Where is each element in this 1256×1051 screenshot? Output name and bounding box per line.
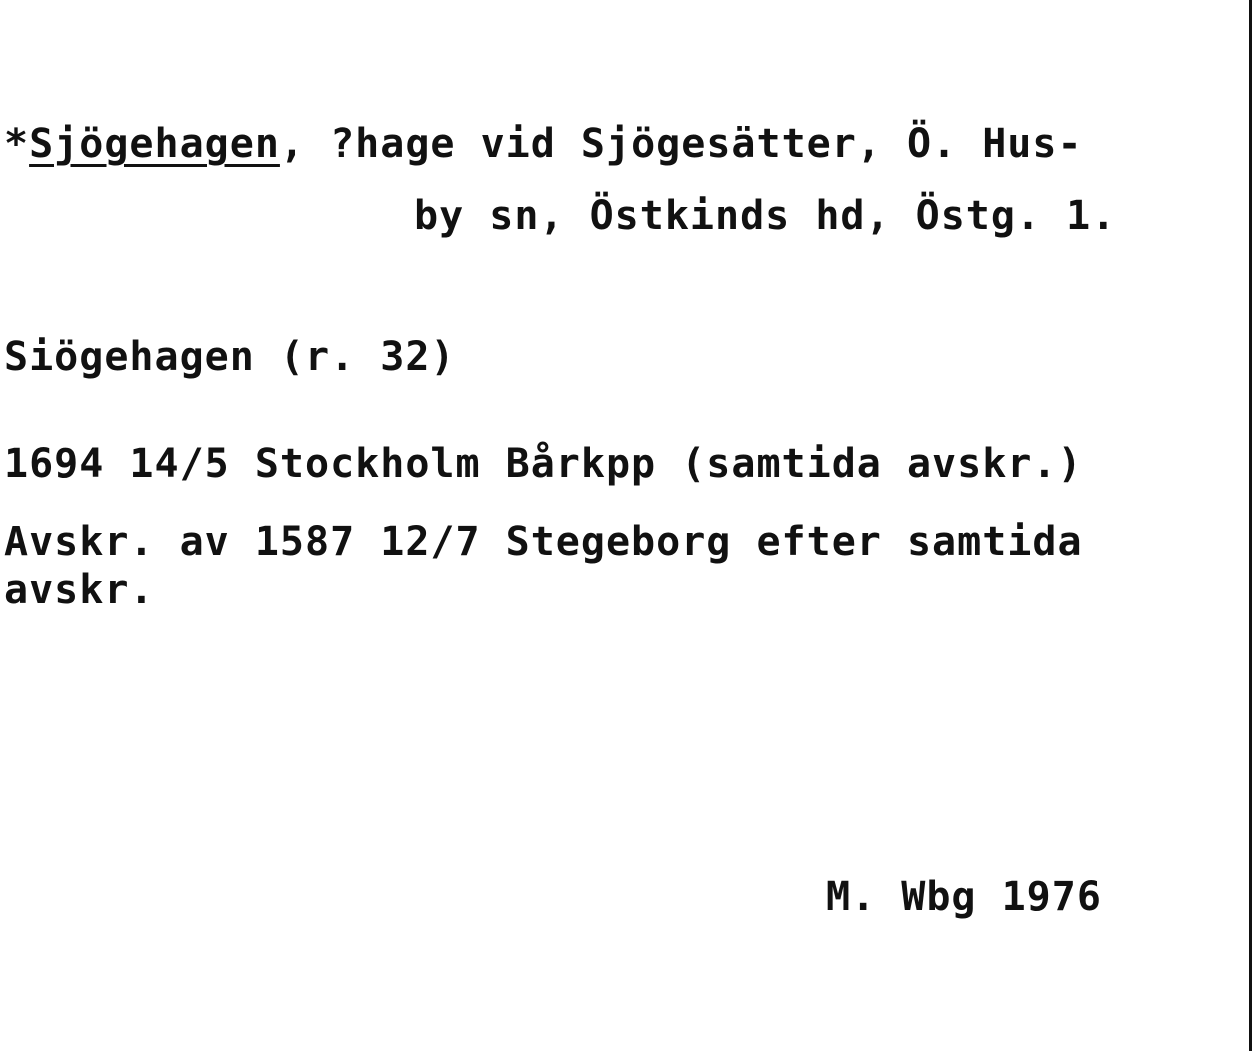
heading-continuation: by sn, Östkinds hd, Östg. 1. — [414, 193, 1117, 239]
signature: M. Wbg 1976 — [826, 874, 1102, 920]
historical-form: Siögehagen (r. 32) — [4, 334, 456, 380]
card-edge-divider — [1249, 0, 1252, 1051]
source-line-1: 1694 14/5 Stockholm Bårkpp (samtida avskr.) — [4, 441, 1083, 487]
heading-description: , ?hage vid Sjögesätter, Ö. Hus- — [279, 121, 1083, 167]
source-line-3: avskr. — [4, 567, 155, 613]
source-line-2: Avskr. av 1587 12/7 Stegeborg efter samtida — [4, 519, 1083, 565]
asterisk-mark: * — [4, 121, 30, 167]
heading-line — [4, 120, 1083, 168]
headword: Sjögehagen — [29, 121, 280, 167]
